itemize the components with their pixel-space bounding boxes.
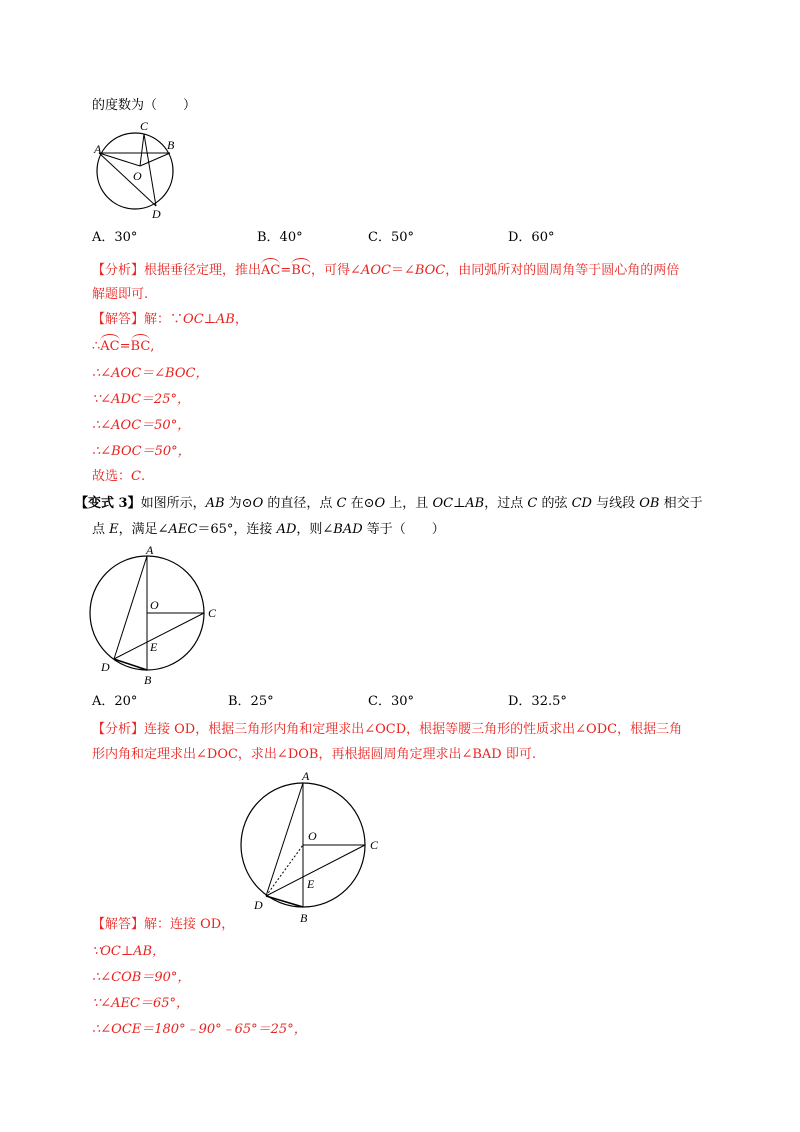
- q3-label-d: D: [101, 660, 110, 674]
- q2-option-b: B．40°: [257, 230, 303, 245]
- q2-option-c: C．50°: [368, 230, 414, 245]
- q2-label-o: O: [133, 169, 142, 183]
- q2-solution-line3: ∴∠AOC＝∠BOC，: [92, 366, 209, 381]
- q2-analysis-line2: 解题即可.: [92, 287, 149, 302]
- q2-solution-line2: ∴AC=BC,: [92, 337, 154, 357]
- q2-stem-tail: 的度数为（ ）: [92, 98, 197, 113]
- q3-label-c: C: [208, 606, 217, 620]
- q3-tag: 【变式 3】: [75, 496, 141, 511]
- q3-option-c: C．30°: [368, 694, 414, 709]
- q3-stem-line1: 【变式 3】如图所示，AB 为⊙O 的直径，点 C 在⊙O 上，且 OC⊥AB，过点 C 的弦 CD 与线段 OB 相交于: [75, 496, 703, 511]
- arc-bc: BC: [291, 261, 311, 281]
- analysis-tag: 【分析】: [92, 722, 145, 737]
- q3-solution-line2: ∵OC⊥AB，: [92, 944, 166, 959]
- q2-solution-line5: ∴∠AOC＝50°，: [92, 418, 191, 433]
- q2-label-a: A: [94, 142, 102, 156]
- q3-label-a: A: [146, 543, 154, 557]
- q2-label-c: C: [140, 119, 149, 133]
- q3-solution-figure: [240, 770, 395, 930]
- q3s-label-d: D: [254, 898, 263, 912]
- q2-solution-line6: ∴∠BOC＝50°，: [92, 444, 191, 459]
- q3s-label-a: A: [302, 769, 310, 783]
- q3-label-e: E: [150, 640, 158, 654]
- arc-ac: AC: [261, 261, 280, 281]
- solution-tag: 【解答】: [92, 312, 145, 327]
- q3-solution-line5: ∴∠OCE＝180°﹣90°﹣65°＝25°，: [92, 1022, 307, 1037]
- q3-stem-line2: 点 E，满足∠AEC＝65°，连接 AD，则∠BAD 等于（ ）: [92, 522, 445, 537]
- q2-circle-figure: [90, 119, 180, 226]
- q3-option-d: D．32.5°: [508, 694, 567, 709]
- q2-solution-line7: 故选：C.: [92, 469, 146, 484]
- q3s-label-b: B: [300, 911, 308, 925]
- q3s-label-o: O: [308, 829, 317, 843]
- q3s-label-e: E: [307, 877, 315, 891]
- q3-option-a: A．20°: [92, 694, 138, 709]
- solution-tag: 【解答】: [92, 917, 145, 932]
- q3-label-b: B: [144, 673, 152, 687]
- q3-solution-line3: ∴∠COB＝90°，: [92, 970, 191, 985]
- q3-analysis-line1: 【分析】连接 OD，根据三角形内角和定理求出∠OCD，根据等腰三角形的性质求出∠ODC，根据三角: [92, 722, 683, 737]
- q3-solution-line1: 【解答】解：连接 OD，: [92, 917, 235, 932]
- q3-analysis-line2: 形内角和定理求出∠DOC，求出∠DOB，再根据圆周角定理求出∠BAD 即可.: [92, 747, 536, 762]
- q3-circle-figure: [90, 545, 230, 690]
- analysis-tag: 【分析】: [92, 263, 145, 278]
- q2-analysis-line1: 【分析】根据垂径定理，推出AC=BC，可得∠AOC＝∠BOC，由同弧所对的圆周角等于圆心角的两倍: [92, 261, 679, 281]
- q3-option-b: B．25°: [228, 694, 274, 709]
- q2-solution-line1: 【解答】解：∵OC⊥AB，: [92, 312, 248, 327]
- q3-solution-line4: ∵∠AEC＝65°，: [92, 996, 190, 1011]
- q2-option-a: A．30°: [92, 230, 138, 245]
- q2-label-b: B: [167, 138, 175, 152]
- q3s-label-c: C: [370, 838, 379, 852]
- q2-solution-line4: ∵∠ADC＝25°，: [92, 392, 190, 407]
- q2-option-d: D．60°: [508, 230, 555, 245]
- q2-label-d: D: [152, 207, 161, 221]
- q3-label-o: O: [150, 598, 159, 612]
